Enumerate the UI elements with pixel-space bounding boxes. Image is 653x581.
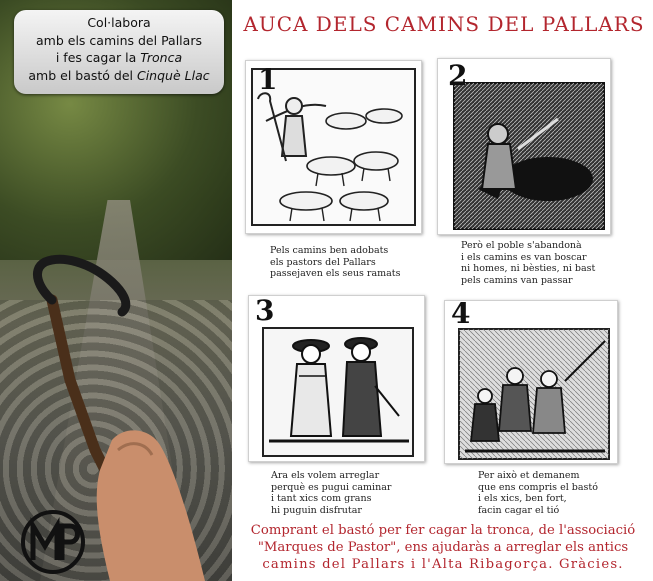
- caption-line: pels camins van passar: [461, 274, 573, 286]
- auca-panel-3: [248, 295, 425, 462]
- panel-4-number: 4: [451, 297, 471, 330]
- auca-panel-4: [444, 297, 618, 464]
- note-line-2: amb els camins del Pallars: [36, 32, 202, 48]
- caption-line: hi puguin disfrutar: [271, 504, 362, 516]
- forest-path-photo: [0, 0, 232, 581]
- auca-panel-2: [437, 58, 611, 235]
- panel-1-number: 1: [258, 63, 278, 96]
- panel-4-caption: [478, 470, 598, 516]
- caption-line: els pastors del Pallars: [270, 256, 376, 268]
- association-message: [238, 522, 648, 573]
- auca-panel-1: [245, 60, 422, 234]
- caption-line: perquè es pugui caminar: [271, 481, 392, 493]
- caption-line: que ens compris el bastó: [478, 481, 598, 493]
- page-title: AUCA DELS CAMINS DEL PALLARS: [243, 12, 645, 36]
- panel-2-caption: [461, 240, 595, 286]
- note-line-3-text: i fes cagar la: [55, 50, 141, 65]
- panel-3-caption: [271, 470, 391, 516]
- panel-2-number: 2: [448, 59, 468, 92]
- woodcut-caga-tio-scene: [445, 301, 617, 463]
- caption-line: i els camins es van boscar: [461, 251, 587, 263]
- note-line-3-italic: Tronca: [140, 50, 183, 65]
- note-line-4-text: amb el bastó del: [28, 67, 137, 83]
- marques-de-pastor-logo: [18, 508, 88, 576]
- message-line: Comprant el bastó per fer cagar la tronca, de l'associació: [250, 523, 636, 538]
- panel-3-number: 3: [255, 294, 275, 327]
- caption-line: ni homes, ni bèsties, ni bast: [461, 263, 596, 274]
- call-to-action-note: [14, 10, 224, 94]
- note-line-4-italic: Cinquè Llac: [136, 67, 210, 83]
- caption-line: Però el poble s'abandonà: [461, 240, 582, 251]
- caption-line: Pels camins ben adobats: [270, 245, 389, 256]
- message-line: camins del Pallars i l'Alta Ribagorça. Gràcies.: [262, 557, 624, 572]
- caption-line: Per això et demanem: [478, 470, 580, 481]
- note-line-1: Col·labora: [87, 15, 151, 30]
- caption-line: facin cagar el tió: [478, 504, 560, 516]
- caption-line: passejaven els seus ramats: [270, 268, 401, 279]
- panel-1-caption: [270, 245, 401, 280]
- note-line-3: [14, 49, 224, 67]
- note-line-4: [14, 67, 224, 85]
- caption-line: i els xics, ben fort,: [478, 493, 567, 504]
- message-line: "Marques de Pastor", ens ajudaràs a arreglar els antics: [257, 540, 629, 555]
- caption-line: Ara els volem arreglar: [271, 470, 380, 481]
- woodcut-travellers: [249, 296, 424, 461]
- caption-line: i tant xics com grans: [271, 493, 372, 504]
